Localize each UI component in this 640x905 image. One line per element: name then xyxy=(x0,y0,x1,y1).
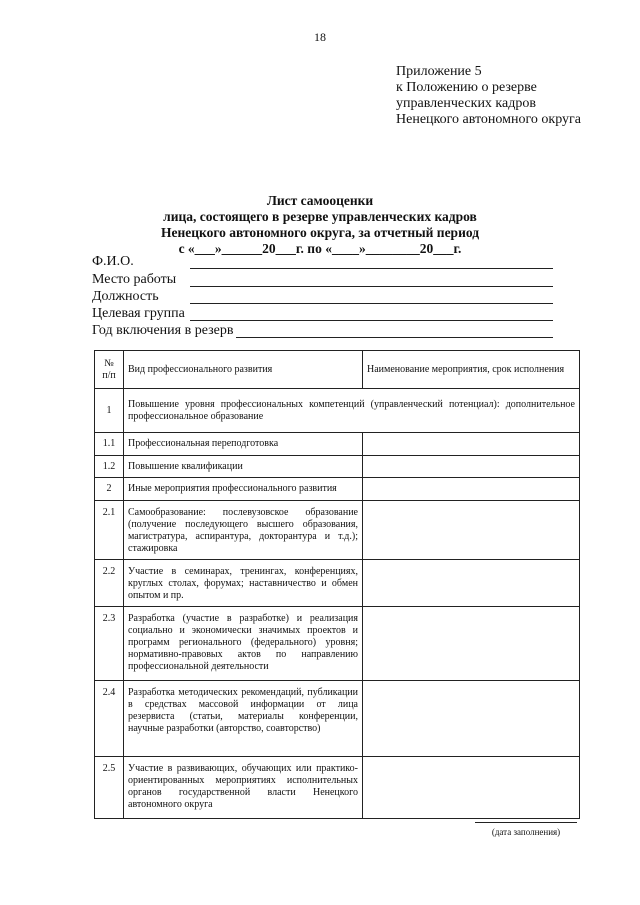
position-label: Должность xyxy=(92,289,159,304)
document-title xyxy=(100,193,540,257)
row-text: Иные мероприятия профессионального развития xyxy=(124,478,363,501)
title-line: лица, состоящего в резерве управленческих кадров xyxy=(163,209,477,224)
year-line[interactable] xyxy=(236,337,553,338)
row-text: Участие в развивающих, обучающих или практико-ориентированных мероприятиях исполнительных органов государственной власти Ненецкого автономного округа xyxy=(124,757,363,819)
page-number: 18 xyxy=(314,30,326,44)
row-text: Профессиональная переподготовка xyxy=(124,433,363,456)
event-cell[interactable] xyxy=(363,560,580,607)
development-table xyxy=(94,350,580,819)
row-num: 2.4 xyxy=(95,681,124,757)
table-row xyxy=(95,478,580,501)
table-row xyxy=(95,757,580,819)
event-cell[interactable] xyxy=(363,456,580,478)
event-cell[interactable] xyxy=(363,681,580,757)
fio-label: Ф.И.О. xyxy=(92,254,134,269)
table-row xyxy=(95,607,580,681)
row-text: Повышение квалификации xyxy=(124,456,363,478)
row-num: 1.2 xyxy=(95,456,124,478)
event-cell[interactable] xyxy=(363,501,580,560)
table-row xyxy=(95,456,580,478)
annex-line: управленческих кадров xyxy=(396,96,536,111)
table-header-row xyxy=(95,351,580,389)
header-num-line: № xyxy=(104,357,114,369)
row-num: 2.3 xyxy=(95,607,124,681)
workplace-line[interactable] xyxy=(190,286,553,287)
table-row xyxy=(95,681,580,757)
event-cell[interactable] xyxy=(363,433,580,456)
annex-line: Ненецкого автономного округа xyxy=(396,112,581,127)
annex-line: Приложение 5 xyxy=(396,64,482,79)
row-num: 2 xyxy=(95,478,124,501)
target-group-line[interactable] xyxy=(190,320,553,321)
title-line: Лист самооценки xyxy=(266,193,374,208)
header-num xyxy=(95,351,124,389)
annex-line: к Положению о резерве xyxy=(396,80,537,95)
table-row xyxy=(95,389,580,433)
header-type: Вид профессионального развития xyxy=(124,351,363,389)
row-text: Самообразование: послевузовское образование (получение последующего высшего образования, магистратура, аспирантура, докторантура и т.д.); стажировка xyxy=(124,501,363,560)
table-row xyxy=(95,433,580,456)
date-signature-line[interactable] xyxy=(475,822,577,823)
year-label: Год включения в резерв xyxy=(92,323,234,338)
title-line: Ненецкого автономного округа, за отчетный период xyxy=(160,225,480,240)
header-num-line: п/п xyxy=(102,369,116,381)
row-text: Разработка методических рекомендаций, публикации в средствах массовой информации от лица резервиста (статьи, материалы конференции, научные разработки (авторство, соавторство) xyxy=(124,681,363,757)
header-event: Наименование мероприятия, срок исполнения xyxy=(363,351,580,389)
position-line[interactable] xyxy=(190,303,553,304)
row-num: 1 xyxy=(95,389,124,433)
row-num: 2.2 xyxy=(95,560,124,607)
row-text: Повышение уровня профессиональных компетенций (управленческий потенциал): дополнительное профессиональное образование xyxy=(124,389,580,433)
target-group-label: Целевая группа xyxy=(92,306,185,321)
row-text: Разработка (участие в разработке) и реализация социально и экономически значимых проектов и программ регионального (федерального) уровня; нормативно-правовых актов по направлению профессиональной деятельности xyxy=(124,607,363,681)
event-cell[interactable] xyxy=(363,607,580,681)
row-num: 1.1 xyxy=(95,433,124,456)
annex-header xyxy=(396,64,581,128)
table-row xyxy=(95,501,580,560)
row-num: 2.5 xyxy=(95,757,124,819)
fio-line[interactable] xyxy=(190,268,553,269)
workplace-label: Место работы xyxy=(92,272,177,287)
table-row xyxy=(95,560,580,607)
date-label: (дата заполнения) xyxy=(491,827,561,837)
event-cell[interactable] xyxy=(363,757,580,819)
event-cell[interactable] xyxy=(363,478,580,501)
row-num: 2.1 xyxy=(95,501,124,560)
title-period: с «___»______20___г. по «____»________20___г. xyxy=(178,241,462,256)
row-text: Участие в семинарах, тренингах, конференциях, круглых столах, форумах; наставничество и обмен опытом и пр. xyxy=(124,560,363,607)
